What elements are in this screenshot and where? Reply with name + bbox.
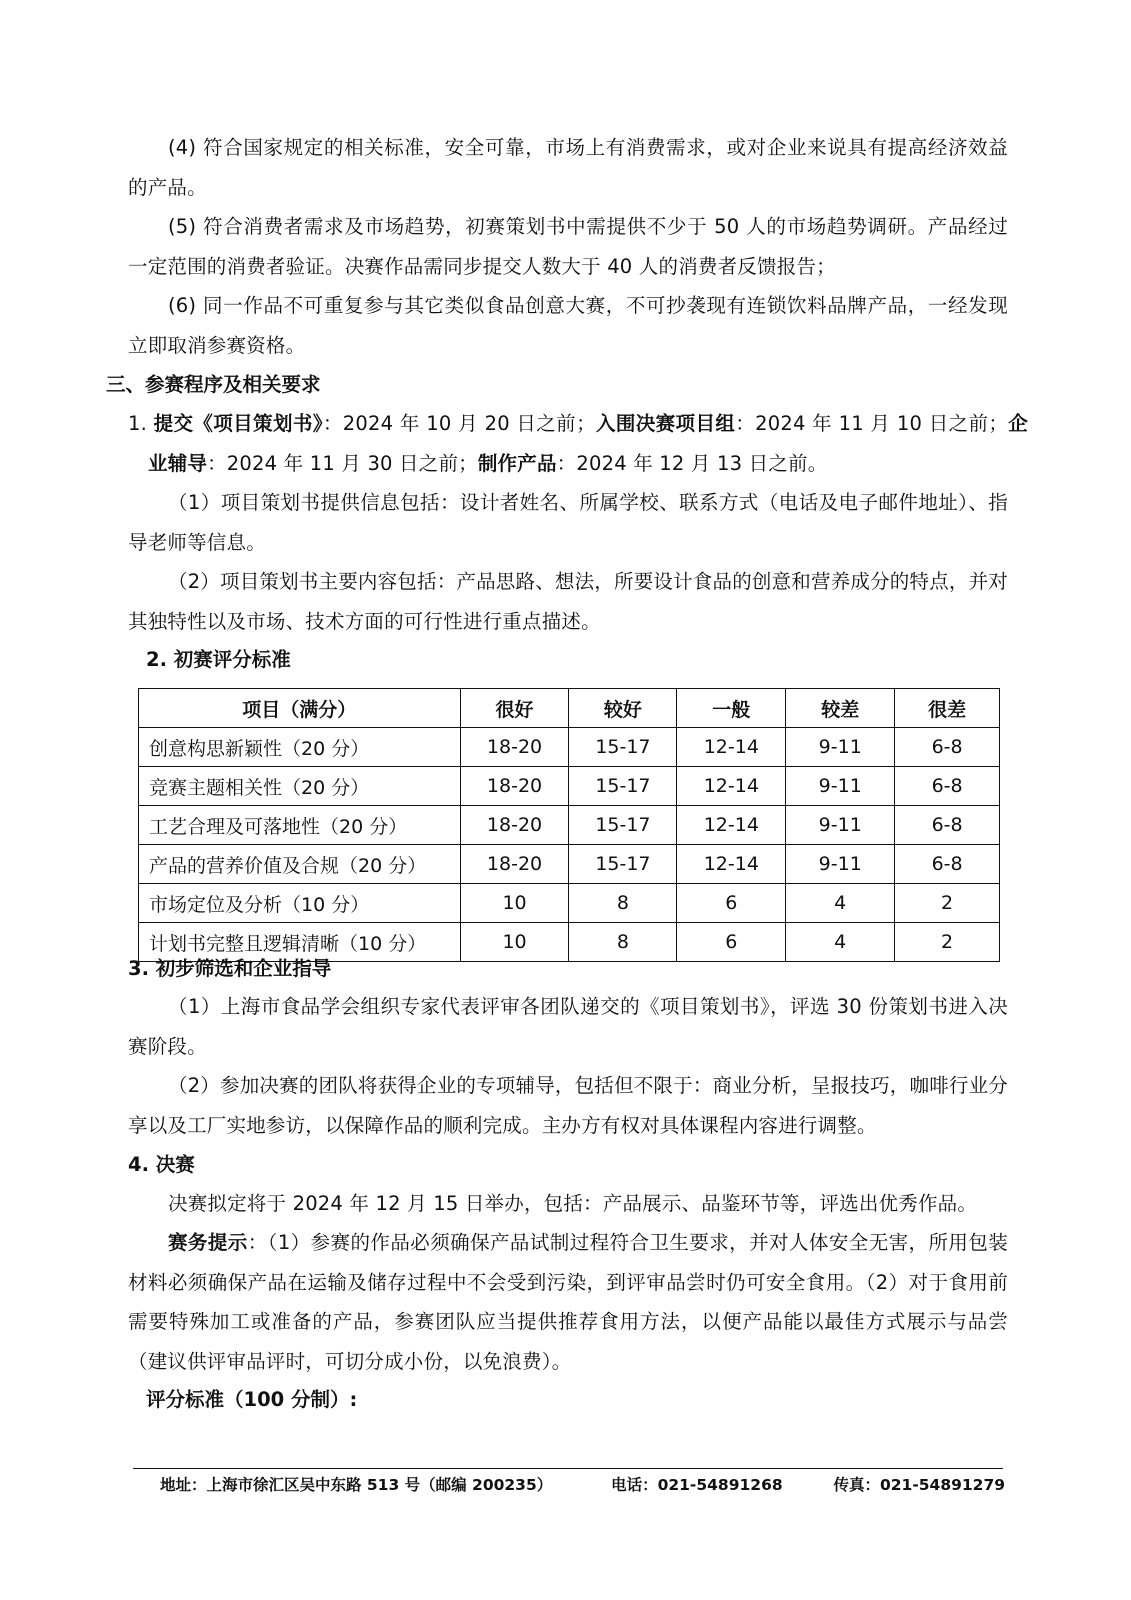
proposal-content-paragraph: （2）项目策划书主要内容包括：产品思路、想法，所要设计食品的创意和营养成分的特点，并对其独特性以及市场、技术方面的可行性进行重点描述。 xyxy=(128,570,1009,633)
table-cell: 6-8 xyxy=(895,767,1000,806)
header-cell: 较差 xyxy=(786,689,895,728)
table-cell: 9-11 xyxy=(786,767,895,806)
table-cell: 2 xyxy=(895,923,1000,962)
table-cell: 8 xyxy=(569,884,677,923)
footer-divider xyxy=(133,1468,1003,1469)
tips-label: 赛务提示 xyxy=(168,1231,248,1254)
table-cell: 创意构思新颖性（20 分） xyxy=(139,728,461,767)
table-cell: 12-14 xyxy=(677,767,786,806)
table-cell: 工艺合理及可落地性（20 分） xyxy=(139,806,461,845)
header-cell: 较好 xyxy=(569,689,677,728)
table-cell: 产品的营养价值及合规（20 分） xyxy=(139,845,461,884)
table-row xyxy=(139,728,1000,767)
table-cell: 市场定位及分析（10 分） xyxy=(139,884,461,923)
table-row xyxy=(139,845,1000,884)
timeline-label-finalists: 入围决赛项目组 xyxy=(595,412,736,435)
table-cell: 12-14 xyxy=(677,806,786,845)
scoring-table xyxy=(138,688,1000,962)
paragraph-item-5: (5) 符合消费者需求及市场趋势，初赛策划书中需提供不少于 50 人的市场趋势调研。产品经过一定范围的消费者验证。决赛作品需同步提交人数大于 40 人的消费者反馈报告； xyxy=(128,215,1008,278)
timeline-paragraph: 1. 提交《项目策划书》：2024 年 10 月 20 日之前；入围决赛项目组：2024 年 11 月 10 日之前；企业辅导：2024 年 11 月 30 日之前；制作产品：2024 年 12 月 13 日之前。 xyxy=(128,412,1029,475)
header-cell: 一般 xyxy=(677,689,786,728)
table-row xyxy=(139,767,1000,806)
timeline-label-production: 制作产品 xyxy=(477,451,557,475)
table-cell: 18-20 xyxy=(460,728,569,767)
table-cell: 15-17 xyxy=(569,806,677,845)
screening-paragraph-2: （2）参加决赛的团队将获得企业的专项辅导，包括但不限于：商业分析，呈报技巧，咖啡行业分享以及工厂实地参访，以保障作品的顺利完成。主办方有权对具体课程内容进行调整。 xyxy=(128,1074,1009,1137)
table-cell: 12-14 xyxy=(677,845,786,884)
table-cell: 18-20 xyxy=(460,767,569,806)
scoring-heading: 2. 初赛评分标准 xyxy=(146,648,291,671)
table-cell: 9-11 xyxy=(786,806,895,845)
table-cell: 15-17 xyxy=(569,767,677,806)
table-cell: 6 xyxy=(677,923,786,962)
scoring-table-header xyxy=(139,689,1000,728)
final-heading: 4. 决赛 xyxy=(128,1153,195,1176)
timeline-label-submit: 提交《项目策划书》 xyxy=(153,412,323,435)
table-cell: 6 xyxy=(677,884,786,923)
tips-paragraph: 赛务提示：（1）参赛的作品必须确保产品试制过程符合卫生要求，并对人体安全无害，所用包装材料必须确保产品在运输及储存过程中不会受到污染，到评审品尝时仍可安全食用。（2）对于食用前需要特殊加工或准备的产品，参赛团队应当提供推荐食用方法，以便产品能以最佳方式展示与品尝（建议供评审品评时，可切分成小份，以免浪费）。 xyxy=(128,1231,1008,1373)
table-cell: 6-8 xyxy=(895,845,1000,884)
table-row xyxy=(139,806,1000,845)
page-footer xyxy=(160,1472,1006,1498)
header-cell: 项目（满分） xyxy=(139,689,461,728)
table-cell: 计划书完整且逻辑清晰（10 分） xyxy=(139,923,461,962)
table-cell: 15-17 xyxy=(569,845,677,884)
header-cell: 很差 xyxy=(895,689,1000,728)
paragraph-item-6: (6) 同一作品不可重复参与其它类似食品创意大赛，不可抄袭现有连锁饮料品牌产品，一经发现立即取消参赛资格。 xyxy=(128,294,1008,357)
footer-fax: 传真：021-54891279 xyxy=(833,1476,1006,1494)
table-cell: 18-20 xyxy=(460,806,569,845)
section-3-heading: 三、参赛程序及相关要求 xyxy=(106,373,321,396)
table-cell: 9-11 xyxy=(786,728,895,767)
table-row xyxy=(139,884,1000,923)
table-cell: 12-14 xyxy=(677,728,786,767)
screening-heading: 3. 初步筛选和企业指导 xyxy=(128,957,332,980)
table-cell: 6-8 xyxy=(895,806,1000,845)
table-cell: 竞赛主题相关性（20 分） xyxy=(139,767,461,806)
footer-phone: 电话：021-54891268 xyxy=(611,1476,783,1494)
table-cell: 2 xyxy=(895,884,1000,923)
paragraph-item-4: (4) 符合国家规定的相关标准，安全可靠，市场上有消费需求，或对企业来说具有提高经济效益的产品。 xyxy=(128,136,1008,199)
criteria-heading: 评分标准（100 分制）: xyxy=(146,1388,358,1411)
proposal-info-paragraph: （1）项目策划书提供信息包括：设计者姓名、所属学校、联系方式（电话及电子邮件地址）、指导老师等信息。 xyxy=(128,491,1008,554)
footer-address: 地址：上海市徐汇区吴中东路 513 号（邮编 200235） xyxy=(160,1476,553,1494)
timeline-label-coaching: 企业辅导 xyxy=(148,412,1029,475)
table-cell: 4 xyxy=(786,923,895,962)
table-cell: 9-11 xyxy=(786,845,895,884)
table-cell: 6-8 xyxy=(895,728,1000,767)
table-cell: 18-20 xyxy=(460,845,569,884)
screening-paragraph-1: （1）上海市食品学会组织专家代表评审各团队递交的《项目策划书》，评选 30 份策划书进入决赛阶段。 xyxy=(128,995,1008,1058)
final-paragraph: 决赛拟定将于 2024 年 12 月 15 日举办，包括：产品展示、品鉴环节等，评选出优秀作品。 xyxy=(168,1192,978,1215)
table-cell: 8 xyxy=(569,923,677,962)
table-cell: 10 xyxy=(460,923,569,962)
header-cell: 很好 xyxy=(460,689,569,728)
table-cell: 10 xyxy=(460,884,569,923)
table-cell: 15-17 xyxy=(569,728,677,767)
table-cell: 4 xyxy=(786,884,895,923)
